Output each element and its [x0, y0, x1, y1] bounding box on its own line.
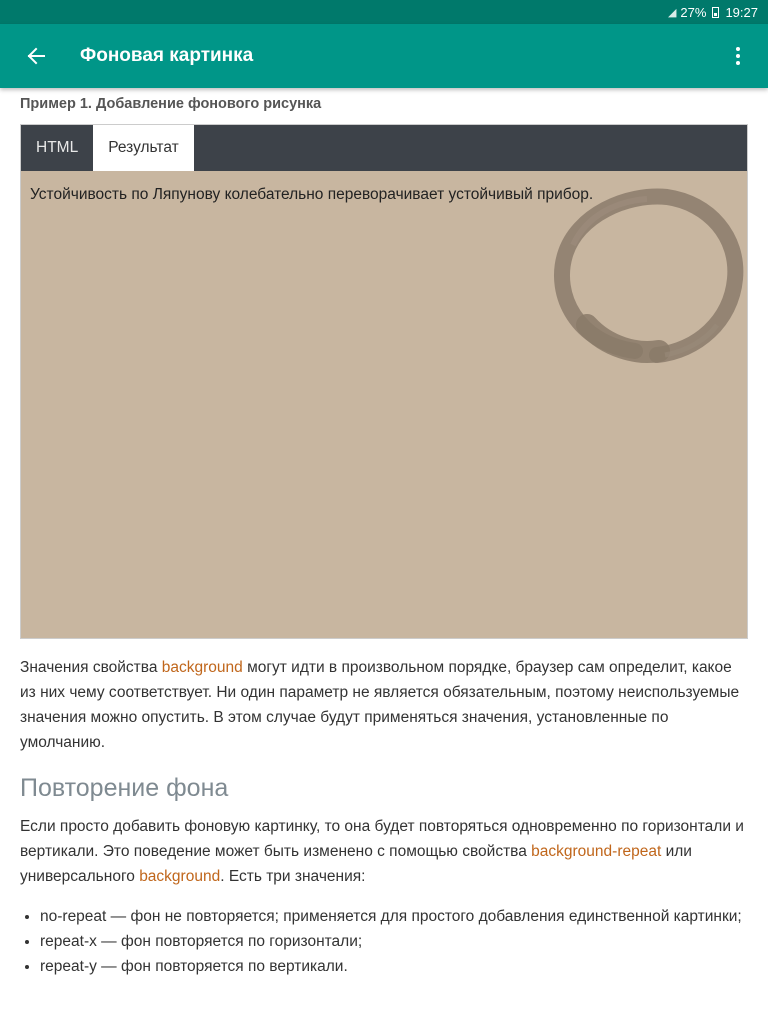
- more-vertical-icon: [736, 47, 740, 65]
- app-bar: [0, 24, 768, 88]
- paragraph-text: Если просто добавить фоновую картинку, то она будет повторяться одновременно по горизонтали и вертикали. Это поведение может быть изменено с помощью свойства: [20, 818, 744, 860]
- status-bar: [0, 0, 768, 24]
- example-tabs: [21, 125, 747, 171]
- example-box: [20, 124, 748, 639]
- battery-icon: [712, 7, 719, 18]
- section-heading: Повторение фона: [20, 774, 229, 802]
- tab-result[interactable]: Результат: [93, 125, 194, 171]
- overflow-menu-button[interactable]: [708, 24, 768, 88]
- repeat-paragraph: [20, 814, 748, 889]
- list-item: • no-repeat — фон не повторяется; применяется для простого добавления единственной картинки;: [40, 904, 748, 929]
- article-content[interactable]: [0, 88, 768, 1024]
- paragraph-text: . Есть три значения:: [220, 868, 366, 885]
- arrow-left-icon: [27, 47, 45, 65]
- list-item: • repeat-y — фон повторяется по вертикали.: [40, 954, 748, 979]
- example-title: Пример 1. Добавление фонового рисунка: [20, 96, 322, 112]
- background-link-2[interactable]: background: [139, 868, 221, 885]
- paragraph-text: Значения свойства: [20, 659, 162, 676]
- background-repeat-link[interactable]: background-repeat: [531, 843, 662, 860]
- tab-html[interactable]: HTML: [36, 139, 79, 156]
- signal-icon: ◢: [667, 6, 677, 19]
- result-panel: [21, 171, 747, 638]
- description-paragraph: [20, 655, 748, 755]
- battery-percent: 27%: [680, 4, 707, 20]
- list-item: • repeat-x — фон повторяется по горизонтали;: [40, 929, 748, 954]
- page-title: Фоновая картинка: [80, 45, 254, 66]
- paragraph-text: могут идти в произвольном порядке, браузер сам определит, какое из них чему соответствует. Ни один параметр не является обязательным, поэтому неиспользуемые значения можно опустить. В этом случае будут применяться значения, установленные по умолчанию.: [20, 659, 740, 751]
- background-link[interactable]: background: [161, 659, 243, 676]
- clock: 19:27: [725, 4, 758, 20]
- repeat-values-list: [20, 904, 748, 979]
- back-button[interactable]: [0, 24, 72, 88]
- paragraph-text: или универсального: [20, 843, 692, 885]
- result-text: Устойчивость по Ляпунову колебательно переворачивает устойчивый прибор.: [30, 186, 594, 203]
